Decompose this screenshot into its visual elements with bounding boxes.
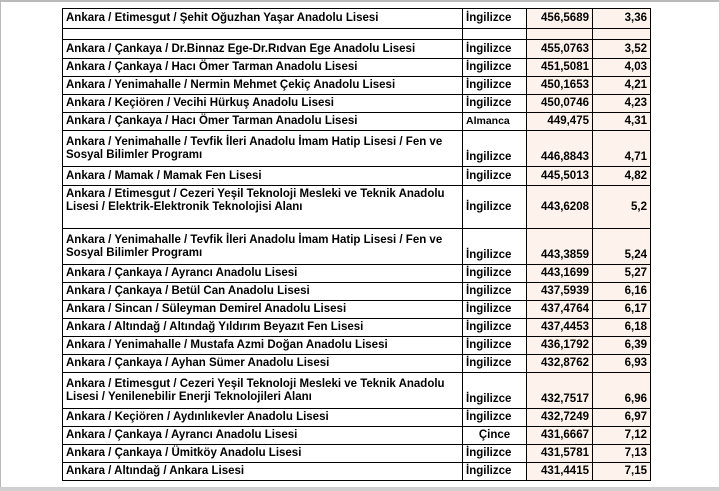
school-cell: Ankara / Yenimahalle / Tevfik İleri Anadolu İmam Hatip Lisesi / Fen ve Sosyal Bilimler Programı xyxy=(63,229,463,265)
score-cell: 450,0746 xyxy=(527,95,593,113)
percentile-cell: 3,36 xyxy=(593,9,651,29)
score-cell: 445,5013 xyxy=(527,167,593,186)
percentile-cell: 5,27 xyxy=(593,265,651,283)
score-cell: 443,6208 xyxy=(527,186,593,229)
empty-cell xyxy=(463,29,527,40)
school-cell: Ankara / Keçiören / Vecihi Hürkuş Anadolu Lisesi xyxy=(63,95,463,113)
window-bottom-edge xyxy=(0,487,720,491)
language-cell: İngilizce xyxy=(463,186,527,229)
school-cell: Ankara / Çankaya / Ayrancı Anadolu Lisesi xyxy=(63,265,463,283)
percentile-cell: 4,82 xyxy=(593,167,651,186)
school-cell: Ankara / Çankaya / Hacı Ömer Tarman Anadolu Lisesi xyxy=(63,113,463,131)
table-row xyxy=(63,409,651,427)
table-row xyxy=(63,59,651,77)
window-top-edge xyxy=(0,0,720,2)
school-cell: Ankara / Mamak / Mamak Fen Lisesi xyxy=(63,167,463,186)
window-left-edge xyxy=(0,0,1,491)
language-cell: İngilizce xyxy=(463,265,527,283)
language-cell: İngilizce xyxy=(463,283,527,301)
school-cell: Ankara / Çankaya / Ayrancı Anadolu Lisesi xyxy=(63,427,463,445)
spacer-row xyxy=(63,29,651,40)
percentile-cell: 7,12 xyxy=(593,427,651,445)
score-cell: 432,8762 xyxy=(527,355,593,373)
empty-cell xyxy=(593,29,651,40)
percentile-cell: 6,97 xyxy=(593,409,651,427)
language-cell: İngilizce xyxy=(463,463,527,481)
score-cell: 431,5781 xyxy=(527,445,593,463)
percentile-cell: 6,17 xyxy=(593,301,651,319)
percentile-cell: 6,96 xyxy=(593,373,651,409)
table-row xyxy=(63,9,651,29)
table-row xyxy=(63,427,651,445)
table-row xyxy=(63,283,651,301)
score-cell: 431,6667 xyxy=(527,427,593,445)
table-row xyxy=(63,301,651,319)
table-row xyxy=(63,186,651,229)
school-cell: Ankara / Çankaya / Ümitköy Anadolu Lisesi xyxy=(63,445,463,463)
language-cell: İngilizce xyxy=(463,95,527,113)
score-cell: 437,4453 xyxy=(527,319,593,337)
empty-cell xyxy=(527,29,593,40)
percentile-cell: 7,13 xyxy=(593,445,651,463)
language-cell: İngilizce xyxy=(463,40,527,59)
table-row xyxy=(63,229,651,265)
school-cell: Ankara / Yenimahalle / Mustafa Azmi Doğan Anadolu Lisesi xyxy=(63,337,463,355)
language-cell: İngilizce xyxy=(463,337,527,355)
table-row xyxy=(63,337,651,355)
percentile-cell: 4,23 xyxy=(593,95,651,113)
school-cell: Ankara / Çankaya / Hacı Ömer Tarman Anadolu Lisesi xyxy=(63,59,463,77)
language-cell: İngilizce xyxy=(463,355,527,373)
percentile-cell: 6,16 xyxy=(593,283,651,301)
score-cell: 432,7517 xyxy=(527,373,593,409)
score-cell: 446,8843 xyxy=(527,131,593,167)
percentile-cell: 4,31 xyxy=(593,113,651,131)
school-cell: Ankara / Etimesgut / Cezeri Yeşil Teknoloji Mesleki ve Teknik Anadolu Lisesi / Elektrik-Elektronik Teknolojisi Alanı xyxy=(63,186,463,229)
school-cell: Ankara / Etimesgut / Şehit Oğuzhan Yaşar Anadolu Lisesi xyxy=(63,9,463,29)
table-row xyxy=(63,373,651,409)
table-row xyxy=(63,113,651,131)
language-cell: İngilizce xyxy=(463,373,527,409)
school-cell: Ankara / Keçiören / Aydınlıkevler Anadolu Lisesi xyxy=(63,409,463,427)
score-cell: 456,5689 xyxy=(527,9,593,29)
percentile-cell: 5,2 xyxy=(593,186,651,229)
table-row xyxy=(63,77,651,95)
language-cell: İngilizce xyxy=(463,9,527,29)
table-row xyxy=(63,265,651,283)
school-cell: Ankara / Çankaya / Ayhan Sümer Anadolu Lisesi xyxy=(63,355,463,373)
school-cell: Ankara / Çankaya / Dr.Binnaz Ege-Dr.Rıdvan Ege Anadolu Lisesi xyxy=(63,40,463,59)
table-row xyxy=(63,167,651,186)
language-cell: İngilizce xyxy=(463,167,527,186)
school-cell: Ankara / Yenimahalle / Tevfik İleri Anadolu İmam Hatip Lisesi / Fen ve Sosyal Bilimler Programı xyxy=(63,131,463,167)
table-row xyxy=(63,463,651,481)
language-cell: İngilizce xyxy=(463,131,527,167)
percentile-cell: 5,24 xyxy=(593,229,651,265)
score-cell: 451,5081 xyxy=(527,59,593,77)
language-cell: İngilizce xyxy=(463,59,527,77)
language-cell: İngilizce xyxy=(463,229,527,265)
language-cell: Almanca xyxy=(463,113,527,131)
school-cell: Ankara / Çankaya / Betül Can Anadolu Lisesi xyxy=(63,283,463,301)
table-row xyxy=(63,131,651,167)
percentile-cell: 7,15 xyxy=(593,463,651,481)
score-cell: 450,1653 xyxy=(527,77,593,95)
language-cell: Çince xyxy=(463,427,527,445)
school-cell: Ankara / Etimesgut / Cezeri Yeşil Teknoloji Mesleki ve Teknik Anadolu Lisesi / Yenilenebilir Enerji Teknolojileri Alanı xyxy=(63,373,463,409)
empty-cell xyxy=(63,29,463,40)
table-row xyxy=(63,40,651,59)
school-cell: Ankara / Sincan / Süleyman Demirel Anadolu Lisesi xyxy=(63,301,463,319)
percentile-cell: 4,71 xyxy=(593,131,651,167)
school-cell: Ankara / Yenimahalle / Nermin Mehmet Çekiç Anadolu Lisesi xyxy=(63,77,463,95)
score-cell: 437,5939 xyxy=(527,283,593,301)
language-cell: İngilizce xyxy=(463,301,527,319)
percentile-cell: 6,93 xyxy=(593,355,651,373)
school-cell: Ankara / Altındağ / Ankara Lisesi xyxy=(63,463,463,481)
table-row xyxy=(63,355,651,373)
table-row xyxy=(63,445,651,463)
language-cell: İngilizce xyxy=(463,445,527,463)
table-row xyxy=(63,319,651,337)
score-cell: 449,475 xyxy=(527,113,593,131)
score-cell: 432,7249 xyxy=(527,409,593,427)
score-cell: 443,1699 xyxy=(527,265,593,283)
score-cell: 436,1792 xyxy=(527,337,593,355)
score-cell: 455,0763 xyxy=(527,40,593,59)
score-cell: 437,4764 xyxy=(527,301,593,319)
language-cell: İngilizce xyxy=(463,77,527,95)
language-cell: İngilizce xyxy=(463,319,527,337)
school-score-table xyxy=(62,8,651,481)
table-row xyxy=(63,95,651,113)
percentile-cell: 6,39 xyxy=(593,337,651,355)
percentile-cell: 4,03 xyxy=(593,59,651,77)
percentile-cell: 6,18 xyxy=(593,319,651,337)
percentile-cell: 3,52 xyxy=(593,40,651,59)
language-cell: İngilizce xyxy=(463,409,527,427)
score-cell: 431,4415 xyxy=(527,463,593,481)
school-cell: Ankara / Altındağ / Altındağ Yıldırım Beyazıt Fen Lisesi xyxy=(63,319,463,337)
score-cell: 443,3859 xyxy=(527,229,593,265)
percentile-cell: 4,21 xyxy=(593,77,651,95)
